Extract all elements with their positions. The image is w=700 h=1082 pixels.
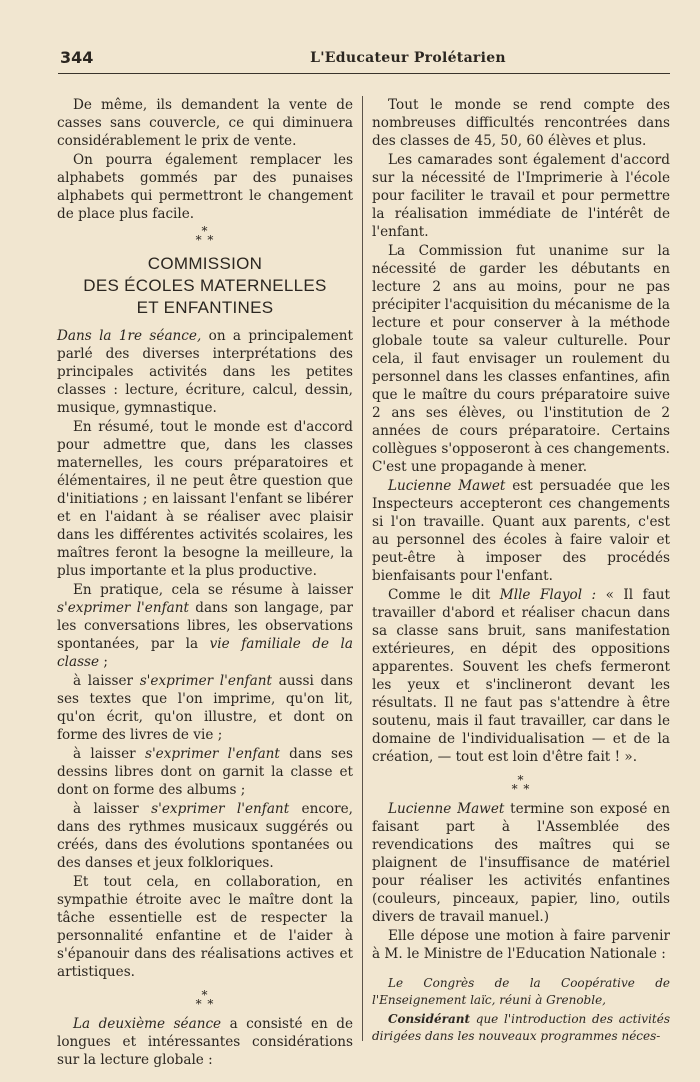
section-title-line: ET ENFANTINES: [136, 298, 274, 317]
italic-text: Lucienne Mawet: [388, 801, 505, 817]
italic-text: Dans la 1re séance,: [57, 328, 202, 344]
paragraph: [372, 800, 670, 926]
paragraph: De même, ils demandent la vente de casses sans couvercle, ce qui diminuera considérablement le prix de vente.: [57, 97, 353, 149]
page-number: 344: [60, 48, 94, 67]
paragraph: Tout le monde se rend compte des nombreuses difficultés rencontrées dans des classes de 45, 50, 60 élèves et plus.: [372, 97, 670, 149]
paragraph: La Commission fut unanime sur la nécessité de garder les débutants en lecture 2 ans au moins, pour ne pas précipiter l'acquisition du mécanisme de la lecture et pour conserver à la méthode globale toute sa valeur culturelle. Pour cela, il faut envisager un roulement du personnel dans les classes enfantines, afin que le maître du cours préparatoire suive 2 ans ses élèves, ou l'institution de 2 années de cours préparatoire. Certains collègues s'opposeront à ces changements. C'est une propagande à mener.: [372, 243, 670, 475]
section-title-line: DES ÉCOLES MATERNELLES: [83, 276, 327, 295]
paragraph-text: « Il faut travailler d'abord et réaliser chacun dans sa classe sans bruit, sans manifestation extérieures, en dépit des oppositions apparentes. Souvent les chefs fermeront les yeux et s'inclineront devant les résultats. Il ne faut pas s'attendre à être soutenu, mais il faut travailler, car dans le domaine de l'individualisation — et de la création, — tout est loin d'être fait ! ».: [372, 587, 670, 765]
paragraph-text: aussi dans ses textes que l'on imprime, qu'on lit, qu'on écrit, qu'on illustre, et dont on forme des livres de vie ;: [57, 673, 353, 743]
paragraph-text: à laisser: [73, 801, 152, 817]
paragraph: Le Congrès de la Coopérative de l'Enseignement laïc, réuni à Grenoble,: [372, 976, 670, 1007]
italic-text: s'exprimer l'enfant: [151, 801, 290, 817]
paragraph: [372, 1011, 670, 1045]
paragraph: Les camarades sont également d'accord sur la nécessité de l'Imprimerie à l'école pour faciliter le travail et pour permettre la réalisation immédiate de l'intérêt de l'enfant.: [372, 152, 670, 240]
paragraph: [57, 800, 353, 872]
paragraph-text: a consisté en de longues et intéressantes considérations sur la lecture globale :: [57, 1016, 353, 1068]
paragraph: Et tout cela, en collaboration, en sympathie étroite avec le maître dont la tâche essentielle est de respecter la personnalité enfantine et de l'aider à s'épanouir dans des réalisations actives et artistiques.: [57, 874, 353, 980]
paragraph-text: encore, dans des rythmes musicaux suggérés ou créés, dans des évolutions spontanées ou des danses et jeux folkloriques.: [57, 801, 353, 871]
italic-text: Mlle Flayol :: [499, 587, 597, 603]
paragraph: [57, 672, 353, 744]
journal-title: L'Educateur Prolétarien: [310, 50, 506, 66]
section-separator: * * *: [195, 988, 215, 1011]
paragraph: [57, 1015, 353, 1069]
column-divider: [362, 96, 363, 1041]
italic-text: La deuxième séance: [73, 1016, 222, 1032]
italic-text: Lucienne Mawet: [388, 478, 506, 494]
paragraph-text: est persuadée que les Inspecteurs accepteront ces changements si l'on travaille. Quant aux parents, c'est au personnel des écoles à faire valoir et peut-être à imposer des procédés bienfaisants pour l'enfant.: [372, 478, 670, 584]
section-separator: * * *: [195, 224, 215, 247]
paragraph-text: à laisser: [73, 673, 140, 689]
paragraph: [372, 477, 670, 585]
right-column: [372, 96, 670, 1047]
paragraph-text: ;: [99, 654, 108, 670]
paragraph: En résumé, tout le monde est d'accord pour admettre que, dans les classes maternelles, les cours préparatoires et élémentaires, il ne peut être question que d'initiations ; en laissant l'enfant se libérer et en l'aidant à se réaliser avec plaisir dans les différentes activités scolaires, les maîtres feront la besogne la meilleure, la plus importante et la plus productive.: [57, 419, 353, 579]
italic-text: s'exprimer l'enfant: [139, 673, 272, 689]
paragraph-text: En pratique, cela se résume à laisser: [73, 582, 353, 598]
paragraph-text: on a principalement parlé des diverses interprétations des principales activités dans les petites classes : lecture, écriture, calcul, dessin, musique, gymnastique.: [57, 328, 354, 416]
motion-text: [372, 975, 670, 1045]
paragraph-text: Comme le dit: [388, 587, 500, 603]
paragraph-text: termine son exposé en faisant part à l'Assemblée des revendications des maîtres qui se plaignent de l'insuffisance de matériel pour réaliser les activités enfantines (couleurs, pinceaux, papier, lino, outils divers de travail manuel.): [372, 801, 670, 925]
paragraph-text: que l'introduction des activités dirigées dans les nouveaux programmes néces-: [372, 1012, 670, 1043]
paragraph-text: dans son langage, par les conversations libres, les observations spontanées, par la: [57, 600, 354, 652]
left-column: [57, 96, 353, 1070]
section-separator: * * *: [511, 773, 531, 796]
bold-text: Considérant: [388, 1012, 470, 1026]
paragraph: [57, 581, 353, 671]
paragraph-text: à laisser: [73, 746, 145, 762]
paragraph: [57, 327, 353, 417]
paragraph: On pourra également remplacer les alphabets gommés par des punaises alphabets qui permettront le changement de place plus facile.: [57, 152, 353, 222]
italic-text: s'exprimer l'enfant: [144, 746, 280, 762]
paragraph: Elle dépose une motion à faire parvenir à M. le Ministre de l'Education Nationale :: [372, 928, 670, 962]
paragraph: [57, 745, 353, 799]
italic-text: s'exprimer l'enfant: [57, 600, 189, 616]
paragraph: [372, 586, 670, 766]
section-title: [57, 253, 353, 319]
section-title-line: COMMISSION: [147, 254, 263, 273]
paragraph-text: dans ses dessins libres dont on garnit la classe et dont on forme des albums ;: [57, 746, 354, 798]
page-header: [58, 47, 670, 74]
italic-text: vie familiale de la classe: [57, 636, 353, 670]
